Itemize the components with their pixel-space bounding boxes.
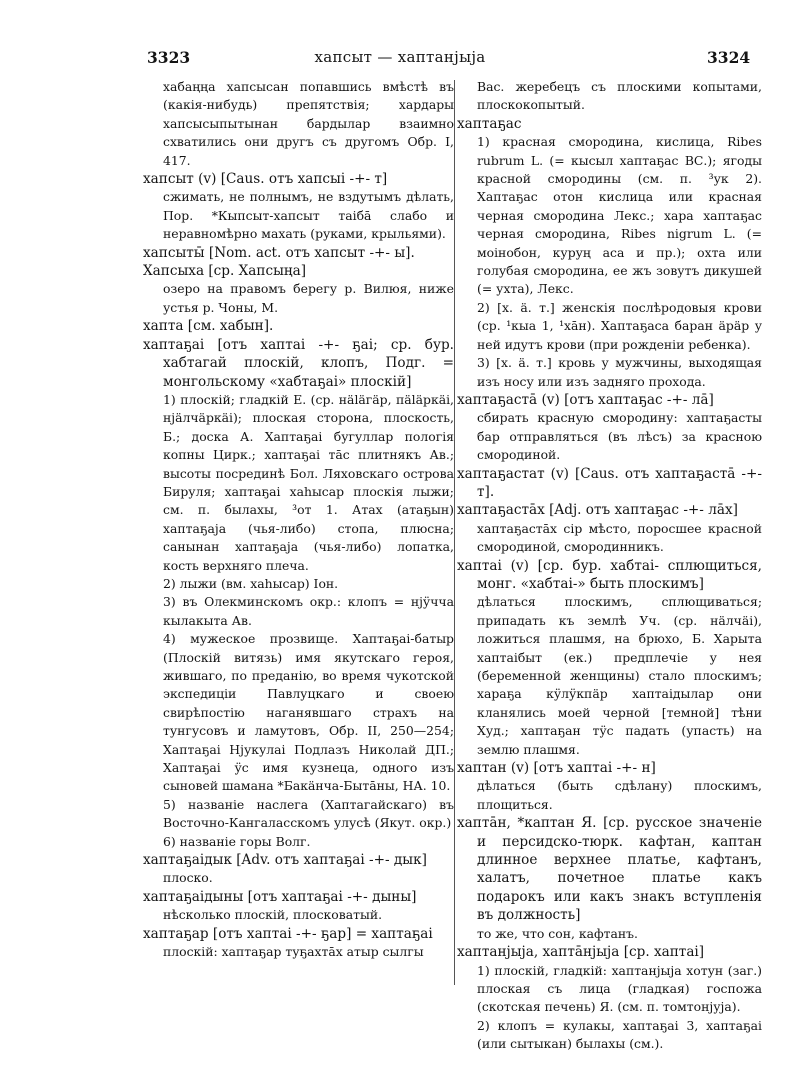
dictionary-definition-text: 6) названіе горы Волг.	[163, 833, 311, 849]
dictionary-definition-text: 2) клопъ = кулакы, хаптаҕаі 3, хаптаҕаі (или сытыкан) былахы (см.).	[477, 1017, 762, 1052]
dictionary-definition-text: Вас. жеребецъ съ плоскими копытами, плоскокопытый.	[477, 79, 762, 113]
dictionary-headword-entry: хаптаі (v) [ср. бур. хабтаі- сплющиться, монг. «хабтаі-» быть плоскимъ]	[457, 557, 762, 592]
dictionary-definition-text: плоско.	[163, 870, 213, 886]
dictionary-definition-text: 1) плоскій, гладкій: хаптанјыја хотун (заг.) плоская съ лица (гладкая) госпожа (скотская печень) Я. (см. п. томтонјуја).	[477, 962, 762, 1015]
dictionary-definition-text: 2) лыжи (вм. хаһысар) Іон.	[163, 575, 339, 591]
dictionary-definition-text: сжимать, не полнымъ, не вздутымъ дѣлать, Пор. *Кыпсыт-хапсыт таібā слабо и неравномѣрно махать (руками, крыльями).	[163, 189, 454, 242]
dictionary-headword-entry: хапта [см. хабын].	[143, 318, 274, 335]
dictionary-definition-text: плоскій: хаптаҕар туҕахтāх атыр сылгы	[163, 944, 424, 960]
dictionary-headword-entry: хаптаҕаі [отъ хаптаі -+- ҕаі; ср. бур. хабтагай плоскій, клопъ, Подг. = монгольскому «хабтаҕаі» плоскій]	[143, 336, 454, 390]
left-page-number: 3323	[147, 48, 191, 67]
dictionary-definition-text: 1) красная смородина, кислица, Ribes rubrum L. (= кысыл хаптаҕас ВС.); ягоды красной смородины (см. п. ³ук 2). Хаптаҕас отон кислица или красная черная смородина Лекс.; хара хаптаҕас черная смородина, Ribes nigrum L. (= моінобон, куруң аса и пр.); охта или голубая смородина, ее жъ зовутъ дикушей (= ухта), Лекс.	[477, 134, 762, 297]
right-page-number: 3324	[707, 48, 751, 67]
dictionary-definition-text: озеро на правомъ берегу р. Вилюя, ниже устья р. Чоны, М.	[163, 281, 454, 315]
dictionary-definition-text: дѣлаться плоскимъ, сплющиваться; припадать къ землѣ Уч. (ср. нäлчäі), ложиться плашмя, на брюхо, Б. Харыта хаптаібыт (ек.) предплечіе у нея (беременной женщины) стало плоскимъ; хараҕа кӱлӱкпäр хаптаідылар они кланялись моей черной [темной] тѣни Худ.; хаптаҕан тӱс падать (упасть) на землю плашмя.	[477, 594, 762, 757]
dictionary-definition-text: дѣлаться (быть сдѣлану) плоскимъ, площиться.	[477, 778, 762, 812]
dictionary-headword-entry: хаптаҕаста̄ (v) [отъ хаптаҕас -+- ла̄]	[457, 391, 714, 408]
dictionary-definition-text: 3) [х. ä. т.] кровь у мужчины, выходящая изъ носу или изъ задняго прохода.	[477, 355, 762, 389]
dictionary-definition-text: 3) въ Олекминскомъ окр.: клопъ = нјӱчча кылакыта Ав.	[163, 594, 454, 628]
dictionary-headword-entry: хаптаҕастат (v) [Caus. отъ хаптаҕаста̄ -+- т].	[457, 465, 762, 500]
dictionary-definition-text: нѣсколько плоскій, плосковатый.	[163, 907, 383, 923]
dictionary-definition-text: то же, что сон, кафтанъ.	[477, 925, 638, 941]
dictionary-headword-entry: хапсыты̄ [Nom. act. отъ хапсыт -+- ы].	[143, 244, 415, 261]
dictionary-headword-entry: Хапсыха [ср. Хапсыңа]	[143, 263, 307, 280]
dictionary-headword-entry: хапта̄н, *каптан Я. [ср. русское значеніе и персидско-тюрк. кафтан, каптан длинное верхнее платье, кафтанъ, халатъ, почетное платье какъ подарокъ или какъ знакъ вступленія въ должность]	[457, 815, 762, 924]
dictionary-headword-entry: хаптаҕаідык [Adv. отъ хаптаҕаі -+- дык]	[143, 852, 427, 869]
dictionary-headword-entry: хаптанјыја, хапта̄нјыја [ср. хаптаі]	[457, 944, 705, 961]
dictionary-definition-text: 5) названіе наслега (Хаптагайскаго) въ Восточно-Кангаласскомъ улусѣ (Якут. окр.)	[163, 796, 454, 831]
dictionary-headword-entry: хапсыт (v) [Caus. отъ хапсыі -+- т]	[143, 171, 388, 188]
running-head: хапсыт — хаптанјыја	[314, 48, 486, 66]
dictionary-headword-entry: хаптаҕар [отъ хаптаі -+- ҕар] = хаптаҕаі	[143, 925, 433, 942]
dictionary-definition-text: 1) плоскій; гладкій Е. (ср. нäläгäр, пäläркäі, нјäлчäркäі); плоская сторона, плоскость, Б.; доска А. Хаптаҕаі бугуллар пологія копны Цирк.; хаптаҕаі тāс плитнякъ Ав.; высоты посрединѣ Бол. Ляховскаго острова Бируля; хаптаҕаі хаһысар плоскія лыжи; см. п. былахы, ³от 1. Атах (атаҕын) хаптаҕаја (чья-либо) стопа, плюсна; санынан хаптаҕаја (чья-либо) лопатка, кость верхняго плеча.	[163, 391, 454, 573]
left-column	[143, 78, 454, 962]
dictionary-headword-entry: хаптан (v) [отъ хаптаі -+- н]	[457, 760, 656, 777]
column-divider	[454, 80, 455, 985]
right-column	[457, 78, 762, 1054]
dictionary-definition-text: хабаңңа хапсысан попавшись вмѣстѣ въ (какія-нибудь) препятствія; хардары хапсысыпытынан бардылар взаимно схватились они другъ съ другомъ Обр. I, 417.	[163, 79, 454, 168]
dictionary-definition-text: 4) мужеское прозвище. Хаптаҕаі-батыр (Плоскій витязь) имя якутскаго героя, жившаго, по преданію, во время чукотской экспедиціи Павлуцкаго и своею свирѣпостію наганявшаго страхъ на тунгусовъ и ламутовъ, Обр. II, 250—254; Хаптаҕаі Нјукулаі Подлазъ Николай ДП.; Хаптаҕаі ӱс имя кузнеца, одного изъ сыновей шамана *Бакäнча-Быта̄ны, НА. 10.	[163, 631, 454, 794]
dictionary-headword-entry: хаптаҕас	[457, 115, 522, 132]
dictionary-definition-text: 2) [х. ä. т.] женскія послѣродовыя крови (ср. ¹кыа 1, ¹хāн). Хаптаҕаса баран äрäр у ней идутъ крови (при рожденіи ребенка).	[477, 299, 762, 352]
dictionary-headword-entry: хаптаҕастāх [Adj. отъ хаптаҕас -+- лāх]	[457, 502, 738, 519]
dictionary-definition-text: хаптаҕастāх сір мѣсто, поросшее красной смородиной, смородинникъ.	[477, 520, 762, 555]
dictionary-definition-text: сбирать красную смородину: хаптаҕасты бар отправляться (въ лѣсъ) за красною смородиной.	[477, 410, 762, 463]
dictionary-headword-entry: хаптаҕаідыны [отъ хаптаҕаі -+- дыны]	[143, 888, 417, 905]
